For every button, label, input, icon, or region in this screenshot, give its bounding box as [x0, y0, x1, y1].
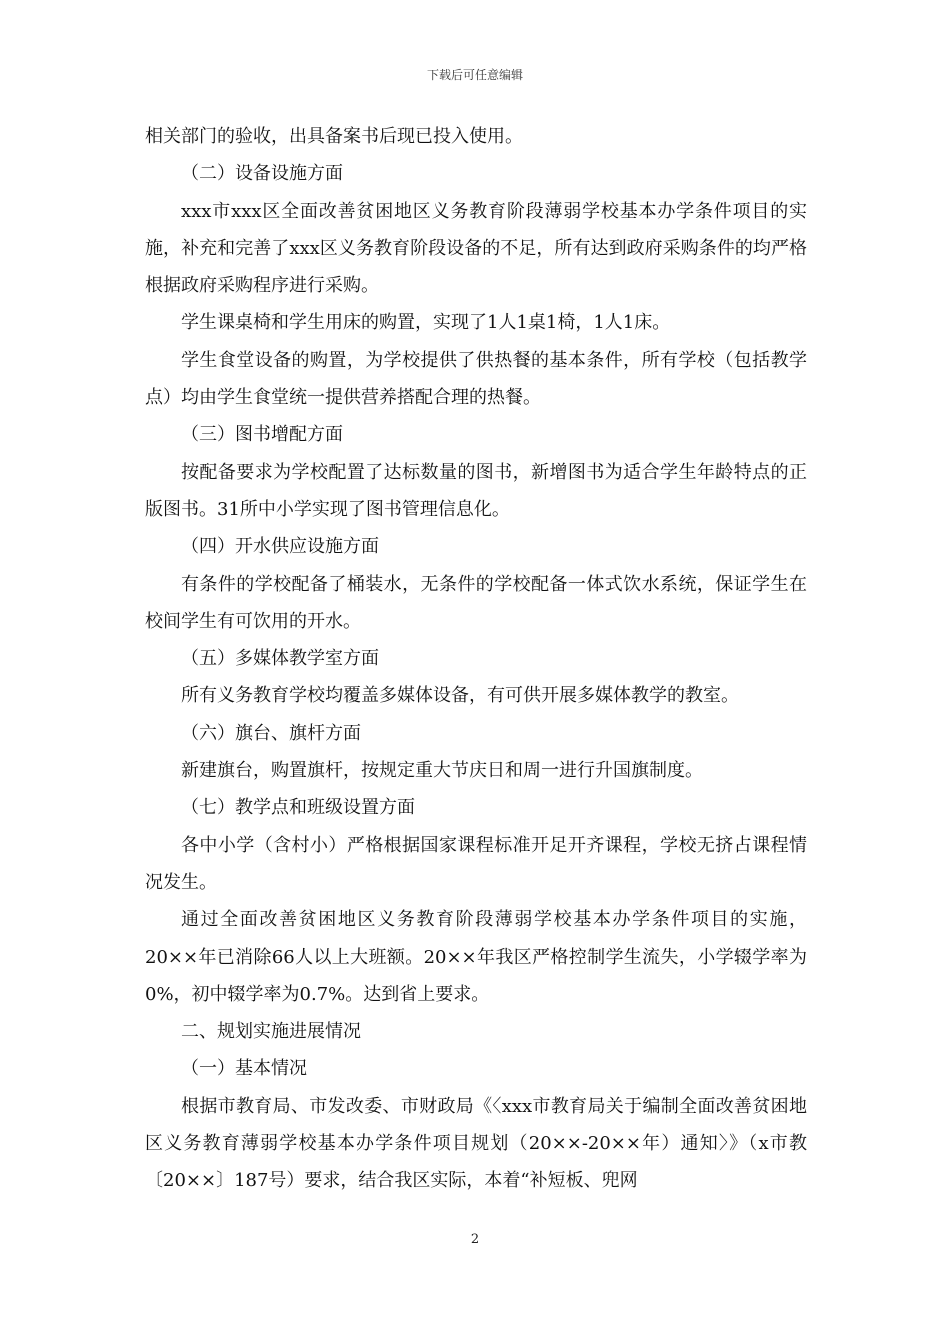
paragraph-continuation: 相关部门的验收，出具备案书后现已投入使用。 — [145, 126, 523, 147]
paragraph: 新建旗台，购置旗杆，按规定重大节庆日和周一进行升国旗制度。 — [181, 760, 703, 782]
paragraph: 通过全面改善贫困地区义务教育阶段薄弱学校基本办学条件项目的实施，20××年已消除66人以上大班额。20××年我区严格控制学生流失，小学辍学率为0%，初中辍学率为0.7%。达到省上要求。 — [145, 909, 807, 1005]
document-body — [145, 118, 807, 1200]
section-heading-basic: （一）基本情况 — [181, 1058, 307, 1080]
paragraph: 学生课桌椅和学生用床的购置，实现了1人1桌1椅，1人1床。 — [181, 312, 671, 334]
section-heading-multimedia: （五）多媒体教学室方面 — [181, 648, 379, 670]
paragraph: 根据市教育局、市发改委、市财政局《〈xxx市教育局关于编制全面改善贫困地区义务教育薄弱学校基本办学条件项目规划（20××-20××年）通知〉》（x市教〔20××〕187号）要求，结合我区实际，本着“补短板、兜网 — [145, 1095, 807, 1192]
paragraph: 有条件的学校配备了桶装水，无条件的学校配备一体式饮水系统，保证学生在校间学生有可饮用的开水。 — [145, 573, 807, 632]
section-heading-water: （四）开水供应设施方面 — [181, 536, 379, 558]
section-heading-equipment: （二）设备设施方面 — [181, 163, 343, 185]
paragraph: 所有义务教育学校均覆盖多媒体设备，有可供开展多媒体教学的教室。 — [181, 685, 739, 707]
page-number: 2 — [470, 1232, 480, 1247]
section-heading-classes: （七）教学点和班级设置方面 — [181, 797, 415, 819]
paragraph: xxx市xxx区全面改善贫困地区义务教育阶段薄弱学校基本办学条件项目的实施，补充和完善了xxx区义务教育阶段设备的不足，所有达到政府采购条件的均严格根据政府采购程序进行采购。 — [145, 200, 807, 297]
section-heading-planning: 二、规划实施进展情况 — [181, 1021, 361, 1043]
section-heading-books: （三）图书增配方面 — [181, 424, 343, 446]
paragraph: 按配备要求为学校配置了达标数量的图书，新增图书为适合学生年龄特点的正版图书。31所中小学实现了图书管理信息化。 — [145, 461, 807, 520]
section-heading-flag: （六）旗台、旗杆方面 — [181, 722, 361, 744]
paragraph: 学生食堂设备的购置，为学校提供了供热餐的基本条件，所有学校（包括教学点）均由学生食堂统一提供营养搭配合理的热餐。 — [145, 349, 807, 409]
paragraph: 各中小学（含村小）严格根据国家课程标准开足开齐课程，学校无挤占课程情况发生。 — [145, 834, 807, 893]
page-header: 下载后可任意编辑 — [426, 68, 523, 82]
